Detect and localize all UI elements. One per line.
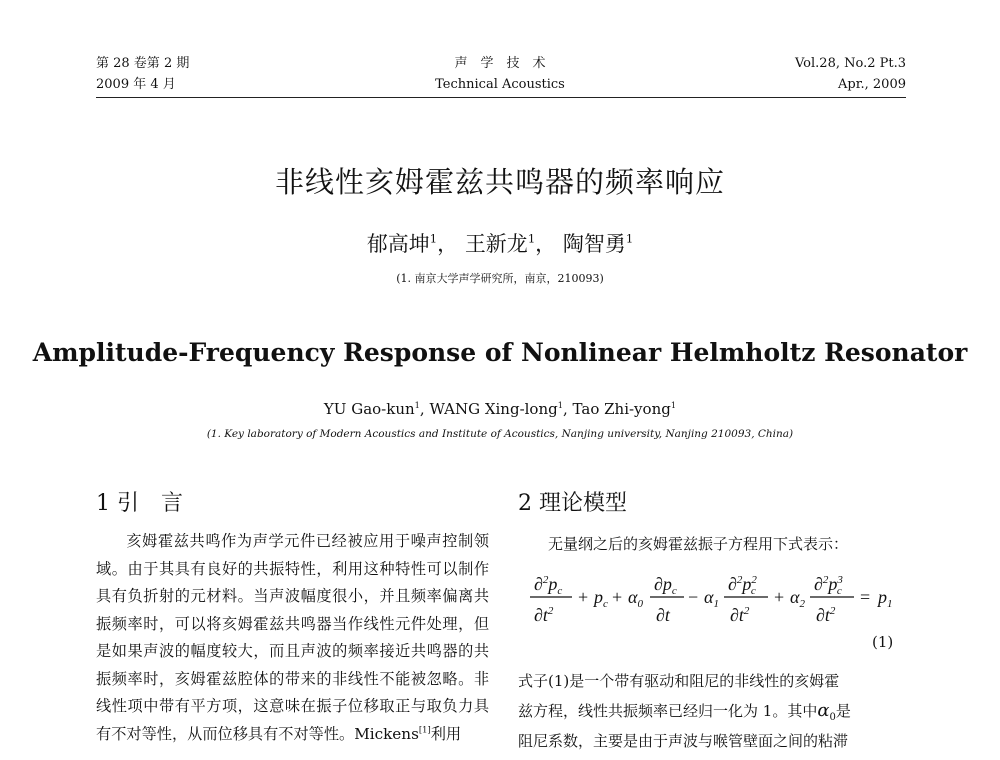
author-en: YU Gao-kun$^1$, [323, 399, 430, 418]
svg-text:+: + [774, 587, 785, 607]
citation-ref: [1] [418, 724, 431, 735]
section2-number: 2 [518, 491, 532, 516]
svg-text:∂t2: $\partial t^2$ [730, 605, 750, 625]
section2-body-line2: 兹方程，线性共振频率已经归一化为 1。其中$\alpha_0$是 [518, 700, 851, 723]
header-journal-cn: 声 学 技 术 [454, 56, 546, 71]
section1-heading [96, 486, 183, 517]
title-cn: 非线性亥姆霍兹共鸣器的频率响应 [274, 165, 725, 199]
section1-body: 亥姆霍兹共鸣作为声学元件已经被应用于噪声控制领域。由于其具有良好的共振特性，利用这种特性可以制作具有负折射的元材料。当声波幅度很小，并且频率偏离共振频率时，可以将亥姆霍兹共鸣器当作线性元件处理，但是如果声波的幅度较大，而且声波的频率接近共鸣器的共振频率时，亥姆霍兹腔体的带来的非线性不能被忽略。非线性项中带有平方项，这意味在振子位移取正与取负力具有不对等性，从而位移具有不对等性。Mickens[1]利用 [96, 532, 489, 743]
svg-text:∂2p2c: $\partial^2p^2$ c [728, 574, 757, 597]
equation-number: (1) [872, 633, 894, 651]
section1-number: 1 [96, 491, 110, 516]
symbol-alpha: α [817, 700, 830, 721]
section2-body-line1: 式子(1)是一个带有驱动和阻尼的非线性的亥姆霍 [518, 672, 840, 690]
svg-text:+: + [578, 587, 589, 607]
svg-text:p1: $p_1$ [878, 587, 893, 610]
header-rule [96, 97, 906, 98]
svg-text:−: − [688, 587, 699, 607]
author-cn: 陶智勇$^1$ [562, 231, 634, 256]
header-date-cn: 2009 年 4 月 [96, 77, 176, 92]
section2-title: 理论模型 [539, 491, 628, 516]
affiliation-cn: (1. 南京大学声学研究所，南京，210093) [396, 272, 604, 285]
section2-heading [518, 486, 627, 517]
title-en: Amplitude-Frequency Response of Nonlinear Helmholtz Resonator [32, 338, 968, 367]
section1-title: 引 言 [117, 491, 184, 516]
header-volume-en: Vol.28, No.2 Pt.3 [794, 56, 906, 71]
svg-text:∂t2: $\partial t^2$ [816, 605, 836, 625]
author-en: Tao Zhi-yong$^1$ [572, 399, 677, 418]
author-cn: 郁高坤$^1$， [366, 231, 459, 256]
svg-text:∂2p3c: $\partial^2p^3$ c [814, 574, 843, 597]
section2-intro: 无量纲之后的亥姆霍兹振子方程用下式表示： [548, 535, 849, 553]
svg-text:α2: $\alpha_2$ [790, 587, 805, 610]
affiliation-en: (1. Key laboratory of Modern Acoustics and Institute of Acoustics, Nanjing university, Nanjing 210093, China) [206, 428, 794, 440]
author-en: WANG Xing-long$^1$, [429, 399, 573, 418]
svg-text:=: = [860, 587, 871, 607]
svg-text:pc: $p_c$ [594, 587, 608, 610]
section2-body-line3: 阻尼系数，主要是由于声波与喉管壁面之间的粘滞 [518, 732, 849, 750]
authors-en [0, 400, 1000, 418]
svg-text:α1: $\alpha_1$ [704, 587, 719, 610]
svg-text:∂t: ∂t [656, 605, 670, 625]
header-volume-cn: 第 28 卷第 2 期 [96, 56, 190, 71]
header-date-en: Apr., 2009 [838, 77, 906, 92]
equation-1 [528, 566, 908, 630]
authors-cn [0, 228, 1000, 258]
svg-text:∂t2: $\partial t^2$ [534, 605, 554, 625]
author-cn: 王新龙$^1$， [464, 231, 557, 256]
header-journal-en: Technical Acoustics [435, 77, 565, 92]
svg-text:∂pc: $\partial p_c$ [654, 574, 677, 597]
svg-text:α0: $\alpha_0$ [628, 587, 643, 610]
svg-text:+: + [612, 587, 623, 607]
svg-text:∂2pc: $\partial^2p_c$ [534, 574, 563, 597]
